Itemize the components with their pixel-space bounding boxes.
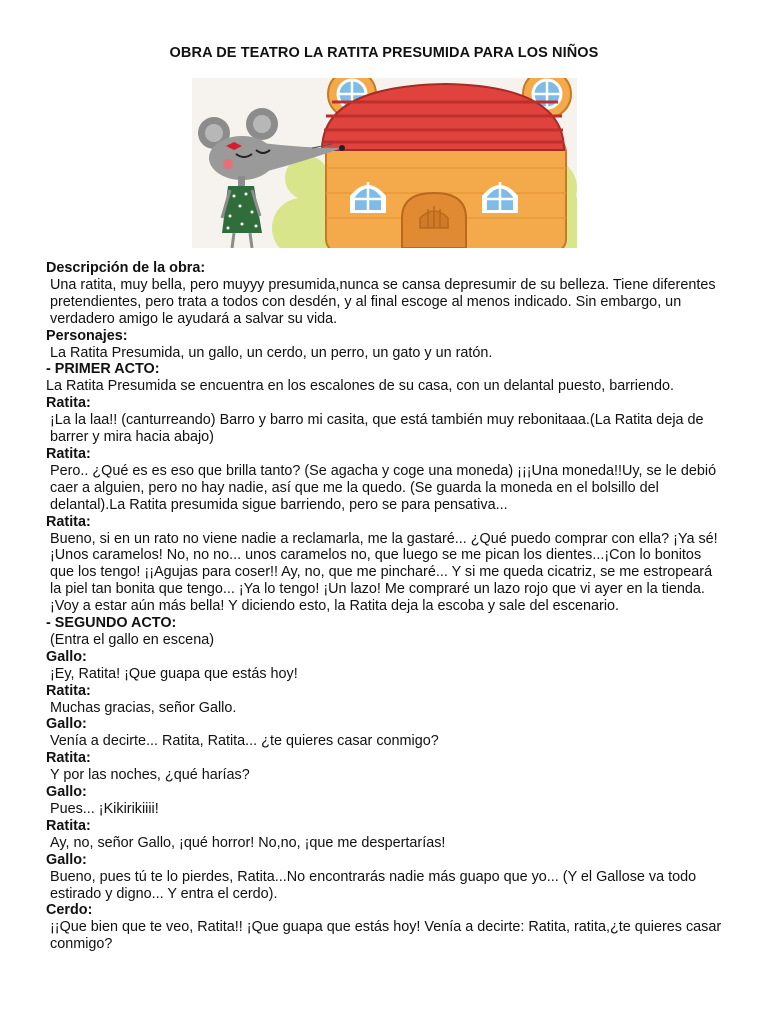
section-heading: Descripción de la obra: <box>46 260 206 276</box>
dialogue-line: Pues... ¡Kikirikiiii! <box>50 801 159 817</box>
speaker-name: Ratita: <box>46 395 91 412</box>
speaker-name: Ratita: <box>46 750 91 767</box>
speaker-name: Gallo: <box>46 851 87 868</box>
speaker-name: Gallo: <box>46 648 87 665</box>
stage-direction: (Entra el gallo en escena) <box>50 631 214 648</box>
door-icon <box>402 193 466 248</box>
act-heading: - PRIMER ACTO: <box>46 361 160 378</box>
speaker-name: Ratita: <box>46 445 91 462</box>
mouse-and-house-illustration <box>192 78 577 248</box>
speaker-name: Gallo: <box>46 716 87 733</box>
section-text: Una ratita, muy bella, pero muyyy presumida,nunca se cansa depresumir de su belleza. Tiene diferentes pretendientes, pero trata a todos con desdén, y al final escoge al menos indicado. Sin embargo, un verdadero amigo le ayudará a salvar su vida. <box>50 276 716 327</box>
section-text: La Ratita Presumida, un gallo, un cerdo, un perro, un gato y un ratón. <box>50 344 493 361</box>
speaker-name: Ratita: <box>46 817 91 834</box>
dialogue-line: ¡¡Que bien que te veo, Ratita!! ¡Que guapa que estás hoy! Venía a decirte: Ratita, ratita,¿te quieres casar conmigo? <box>50 919 722 953</box>
speaker-name: Ratita: <box>46 682 91 699</box>
speaker-name: Gallo: <box>46 784 87 801</box>
document-title: OBRA DE TEATRO LA RATITA PRESUMIDA PARA LOS NIÑOS <box>169 45 599 61</box>
speaker-name: Cerdo: <box>46 902 93 919</box>
speaker-name: Ratita: <box>46 513 91 530</box>
play-text <box>46 260 726 953</box>
dialogue-line: Ay, no, señor Gallo, ¡qué horror! No,no, ¡que me despertarías! <box>50 834 446 851</box>
dialogue-line: Pero.. ¿Qué es es eso que brilla tanto? (Se agacha y coge una moneda) ¡¡¡Una moneda!!Uy, se le debió caer a alguien, pero no hay nadie, así que me la quedo. (Se guarda la moneda en el bolsillo del delantal).La Ratita presumida sigue barriendo, pero se para pensativa... <box>50 462 717 513</box>
dialogue-line: Bueno, pues tú te lo pierdes, Ratita...No encontrarás nadie más guapo que yo... (Y el Gallose va todo estirado y digno... Y entra el cerdo). <box>50 868 697 902</box>
dialogue-line: ¡La la laa!! (canturreando) Barro y barro mi casita, que está también muy rebonitaaa.(La Ratita deja de barrer y mira hacia abajo) <box>50 412 704 446</box>
dialogue-line: ¡Ey, Ratita! ¡Que guapa que estás hoy! <box>50 665 298 682</box>
act-heading: - SEGUNDO ACTO: <box>46 615 177 632</box>
stage-direction: La Ratita Presumida se encuentra en los escalones de su casa, con un delantal puesto, barriendo. <box>46 378 674 395</box>
dialogue-line: Venía a decirte... Ratita, Ratita... ¿te quieres casar conmigo? <box>50 733 439 750</box>
dialogue-line: Y por las noches, ¿qué harías? <box>50 767 250 784</box>
house-icon <box>322 84 566 248</box>
dialogue-line: Muchas gracias, señor Gallo. <box>50 699 237 716</box>
section-heading: Personajes: <box>46 327 128 344</box>
illustration-svg <box>192 78 577 248</box>
dialogue-line: Bueno, si en un rato no viene nadie a reclamarla, me la gastaré... ¿Qué puedo comprar con ella? ¡Ya sé! ¡Unos caramelos! No, no no... unos caramelos no, que luego se me pican los dientes...¡Con lo bonitos que los tengo! ¡¡Agujas para coser!! Ay, no, que me pincharé... Y si me queda cicatriz, se me estropeará la piel tan bonita que tengo... ¡Ya lo tengo! ¡Un lazo! Me compraré un lazo rojo que vi ayer en la tienda. ¡Voy a estar aún más bella! Y diciendo esto, la Ratita deja la escoba y sale del escenario. <box>50 530 718 615</box>
